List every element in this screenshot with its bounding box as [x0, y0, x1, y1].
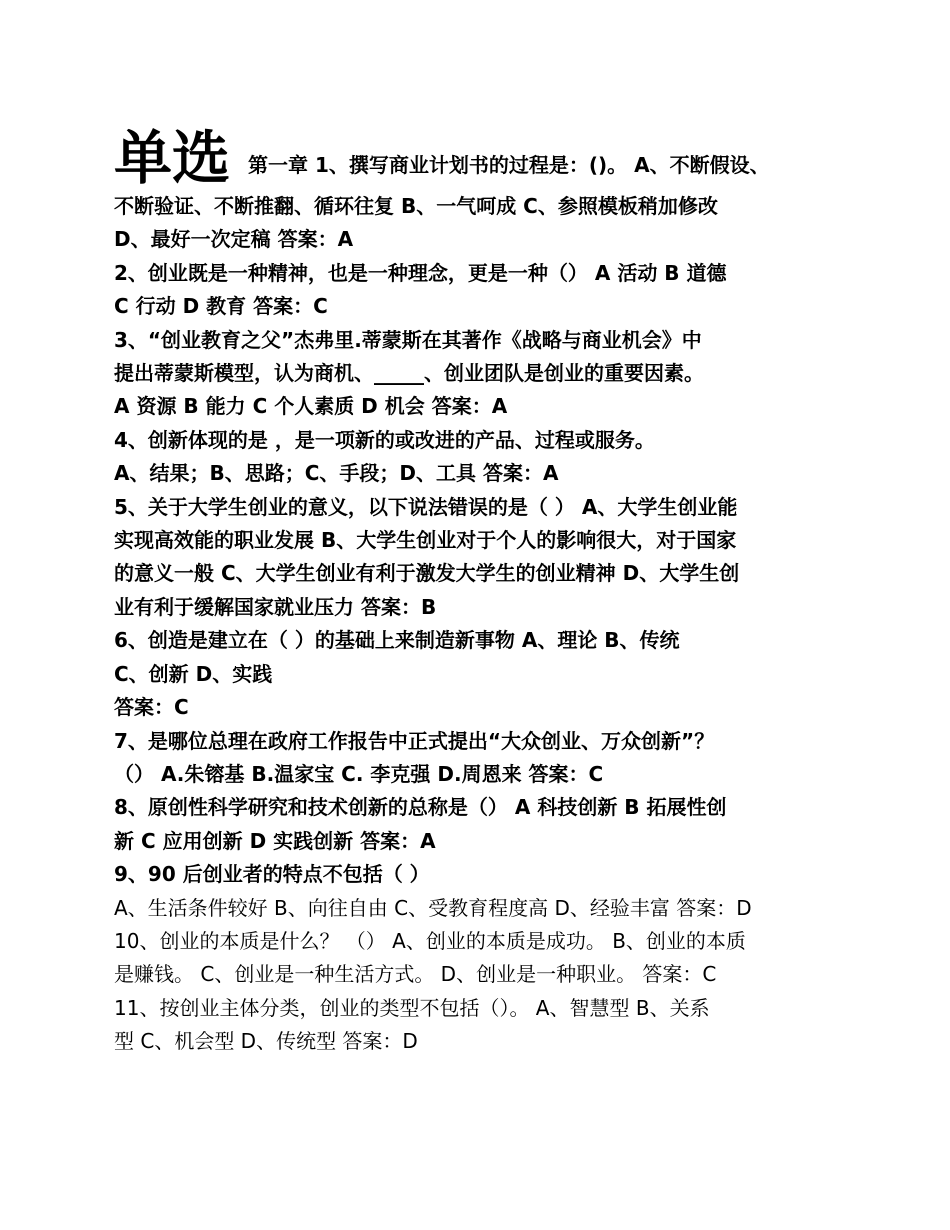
text-line: A 资源 B 能力 C 个人素质 D 机会 答案：A — [114, 394, 508, 419]
text-line: A、结果；B、思路；C、手段；D、工具 答案：A — [114, 461, 559, 486]
text-line: 不断验证、不断推翻、循环往复 B、一气呵成 C、参照模板稍加修改 — [114, 194, 718, 218]
text-line: 新 C 应用创新 D 实践创新 答案：A — [114, 828, 436, 853]
text-line: 7、是哪位总理在政府工作报告中正式提出“大众创业、万众创新”？ — [114, 728, 715, 753]
text-line: 实现高效能的职业发展 B、大学生创业对于个人的影响很大，对于国家 — [114, 528, 737, 553]
text-line: 是赚钱。 C、创业是一种生活方式。 D、创业是一种职业。 答案：C — [114, 962, 717, 987]
text-line: 的意义一般 C、大学生创业有利于激发大学生的创业精神 D、大学生创 — [114, 561, 740, 586]
text-line: 6、创造是建立在（ ）的基础上来制造新事物 A、理论 B、传统 — [114, 628, 680, 653]
text-line: 11、按创业主体分类，创业的类型不包括（）。 A、智慧型 B、关系 — [114, 995, 710, 1020]
title-line — [114, 126, 838, 190]
text-line: 答案：C — [114, 695, 189, 720]
text-line: 5、关于大学生创业的意义，以下说法错误的是（ ） A、大学生创业能 — [114, 494, 738, 519]
text-line: （） A.朱镕基 B.温家宝 C. 李克强 D.周恩来 答案：C — [114, 761, 604, 786]
text-line: 2、创业既是一种精神，也是一种理念，更是一种（） A 活动 B 道德 — [114, 260, 727, 285]
text-line: A、生活条件较好 B、向往自由 C、受教育程度高 D、经验丰富 答案：D — [114, 895, 752, 920]
document-body — [114, 126, 838, 1059]
text-line: C、创新 D、实践 — [114, 661, 273, 686]
text-line: 4、创新体现的是 ，是一项新的或改进的产品、过程或服务。 — [114, 427, 655, 452]
text-line: 8、原创性科学研究和技术创新的总称是（） A 科技创新 B 拓展性创 — [114, 795, 727, 820]
text-line: 型 C、机会型 D、传统型 答案：D — [114, 1029, 418, 1054]
text-line: 业有利于缓解国家就业压力 答案：B — [114, 594, 437, 619]
text-line: D、最好一次定稿 答案：A — [114, 227, 354, 252]
text-line: C 行动 D 教育 答案：C — [114, 294, 328, 319]
text-line: 第一章 1、撰写商业计划书的过程是：()。 A、不断假设、 — [248, 153, 770, 177]
text-line: 9、90 后创业者的特点不包括（ ） — [114, 862, 430, 887]
text-line: 提出蒂蒙斯模型，认为商机、_____、创业团队是创业的重要因素。 — [114, 361, 704, 386]
text-line: 3、“创业教育之父”杰弗里.蒂蒙斯在其著作《战略与商业机会》中 — [114, 327, 702, 352]
text-line: 10、创业的本质是什么？ （） A、创业的本质是成功。 B、创业的本质 — [114, 928, 746, 953]
document-title: 单选 — [114, 124, 231, 192]
